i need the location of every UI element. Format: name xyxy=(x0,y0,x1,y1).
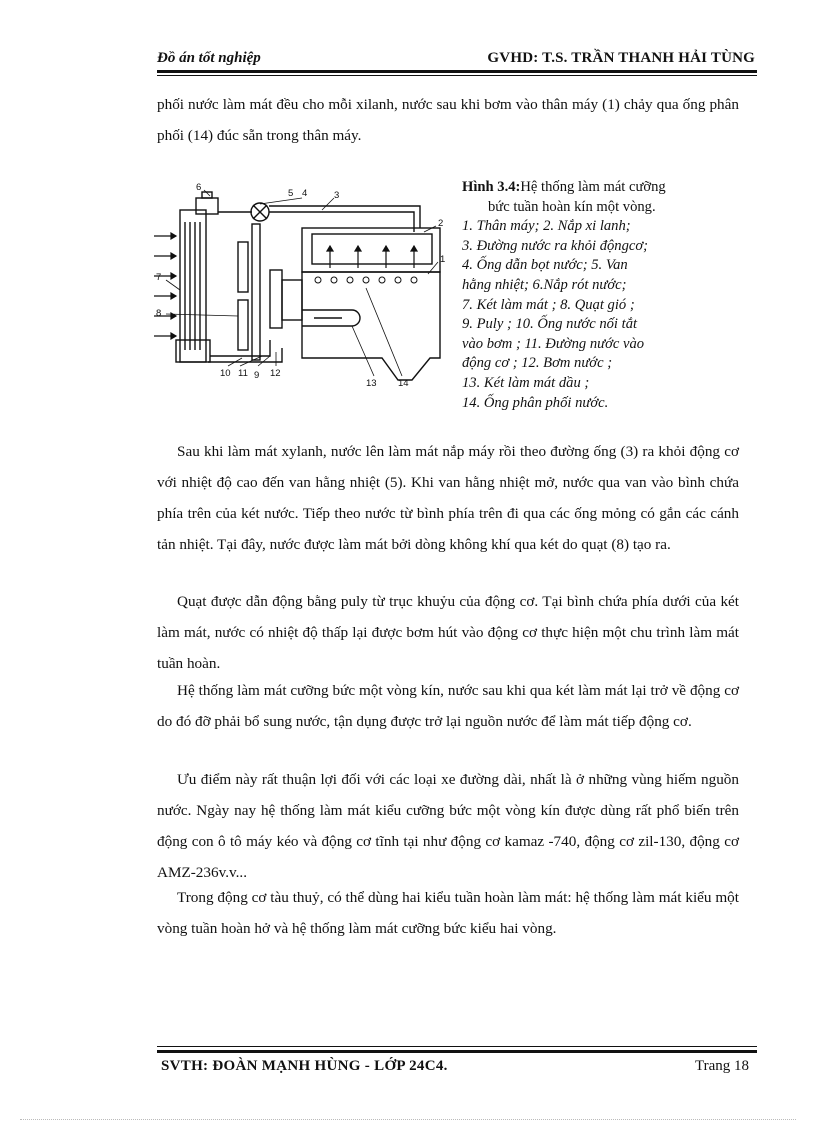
caption-item: 14. Ống phân phối nước. xyxy=(462,394,609,411)
page-footer xyxy=(157,1055,757,1081)
body-paragraph-4: Ưu điểm này rất thuận lợi đối với các loại xe đường dài, nhất là ở những vùng hiếm nguồn nước. Ngày nay hệ thống làm mát kiểu cưỡng bức một vòng kín được dùng rất phổ biến trên động con ô tô máy kéo và động cơ tĩnh tại như động cơ kamaz -740, động cơ zil-130, động cơ AMZ-236v.v... xyxy=(157,771,739,881)
caption-item: vào bơm ; 11. Đường nước vào xyxy=(462,335,645,352)
caption-item: 1. Thân máy; 2. Nắp xi lanh; xyxy=(462,218,631,235)
water-pump xyxy=(270,270,282,328)
caption-item: 4. Ống dẫn bọt nước; 5. Van xyxy=(462,257,628,274)
caption-item: 9. Puly ; 10. Ống nước nối tắt xyxy=(462,316,638,333)
fan-blade xyxy=(238,242,248,292)
figure-caption xyxy=(462,178,752,413)
body-paragraph-2: Quạt được dẫn động bằng puly từ trục khuỷu của động cơ. Tại bình chứa phía dưới của két làm mát, nước có nhiệt độ thấp lại được bơm hút vào động cơ thực hiện một chu trình làm mát tuần hoàn. xyxy=(157,593,739,672)
label-13: 13 xyxy=(366,378,377,389)
label-12: 12 xyxy=(270,368,281,379)
figure-title: Hình 3.4:Hệ thống làm mát cưỡng xyxy=(462,179,666,195)
label-3: 3 xyxy=(334,190,340,201)
header-project-title: Đồ án tốt nghiệp xyxy=(157,50,261,66)
label-8: 8 xyxy=(156,308,162,319)
body-paragraph-5: Trong động cơ tàu thuỷ, có thể dùng hai kiểu tuần hoàn làm mát: hệ thống làm mát kiểu một vòng tuần hoàn hở và hệ thống làm mát cưỡng bức kiểu hai vòng. xyxy=(157,889,739,937)
page-bottom-edge xyxy=(20,1119,796,1120)
page-header xyxy=(157,46,757,72)
figure-title-line2: bức tuần hoàn kín một vòng. xyxy=(488,198,656,215)
caption-item: hằng nhiệt; 6.Nắp rót nước; xyxy=(462,276,627,293)
label-11: 11 xyxy=(238,368,248,379)
footer-rule-thin xyxy=(157,1046,757,1047)
label-9: 9 xyxy=(254,370,260,381)
intro-paragraph: phối nước làm mát đều cho mỗi xilanh, nước sau khi bơm vào thân máy (1) chảy qua ống phân phối (14) đúc sẵn trong thân máy. xyxy=(157,96,739,144)
label-4: 4 xyxy=(302,188,308,199)
cooling-system-diagram xyxy=(152,180,454,392)
label-5: 5 xyxy=(288,188,294,199)
footer-rule-thick xyxy=(157,1050,757,1053)
caption-item: 13. Két làm mát dầu ; xyxy=(462,374,590,391)
header-rule-thick xyxy=(157,70,757,73)
radiator xyxy=(180,210,206,362)
label-6: 6 xyxy=(196,182,202,193)
label-2: 2 xyxy=(438,218,444,229)
caption-item: 7. Két làm mát ; 8. Quạt gió ; xyxy=(462,296,635,313)
body-paragraph-1: Sau khi làm mát xylanh, nước lên làm mát nắp máy rồi theo đường ống (3) ra khỏi động cơ với nhiệt độ cao đến van hằng nhiệt (5). Khi van hằng nhiệt mở, nước qua van vào bình chứa phía trên của két nước. Tiếp theo nước từ bình phía trên đi qua các ống mỏng có gắn các cánh tản nhiệt. Tại đây, nước được làm mát bởi dòng không khí qua két do quạt (8) tạo ra. xyxy=(157,443,739,553)
label-10: 10 xyxy=(220,368,231,379)
footer-student: SVTH: ĐOÀN MẠNH HÙNG - LỚP 24C4. xyxy=(161,1058,448,1074)
body-paragraph-3: Hệ thống làm mát cưỡng bức một vòng kín, nước sau khi qua két làm mát lại trở về động cơ do đó đỡ phải bổ sung nước, tận dụng được trở lại nguồn nước để làm mát tiếp động cơ. xyxy=(157,682,739,730)
header-rule-thin xyxy=(157,75,757,76)
caption-item: động cơ ; 12. Bơm nước ; xyxy=(462,355,613,372)
header-advisor: GVHD: T.S. TRẦN THANH HẢI TÙNG xyxy=(487,50,755,66)
label-1: 1 xyxy=(440,254,446,265)
page-number: Trang 18 xyxy=(694,1058,749,1074)
caption-item: 3. Đường nước ra khỏi độngcơ; xyxy=(462,237,649,254)
filler-cap xyxy=(196,198,218,214)
label-14: 14 xyxy=(398,378,409,389)
label-7: 7 xyxy=(156,272,162,283)
